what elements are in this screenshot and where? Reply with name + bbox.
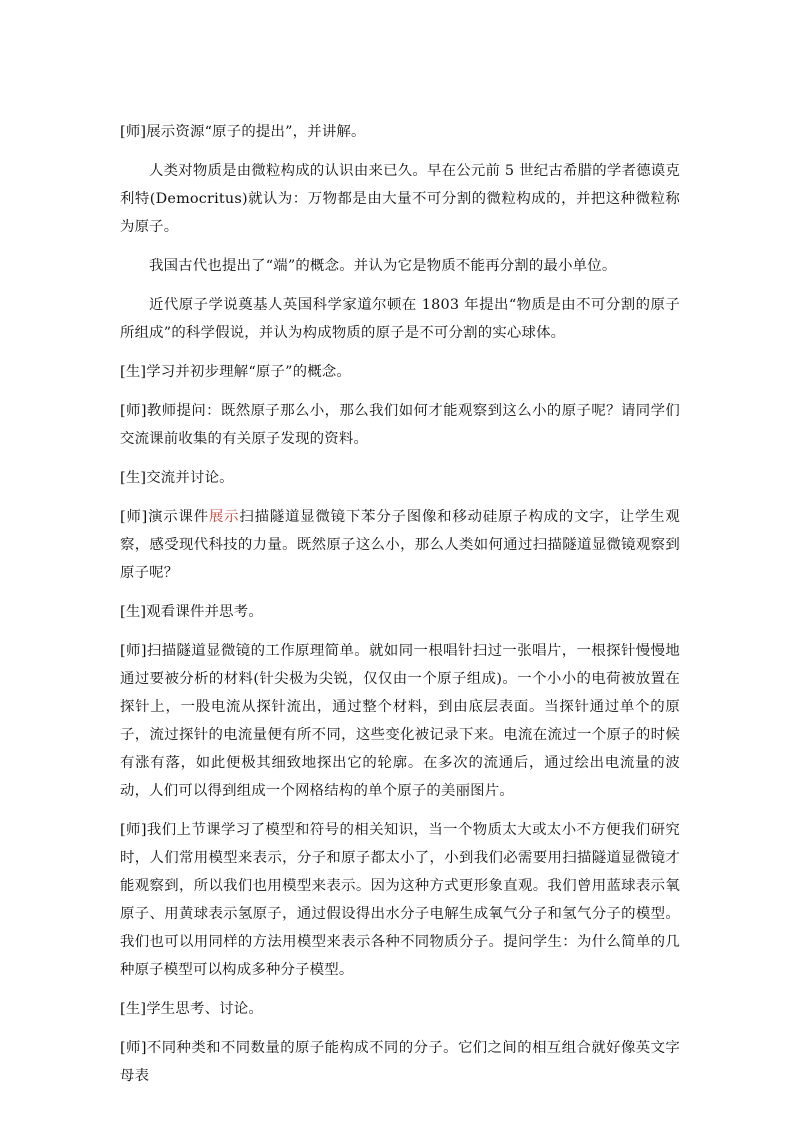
paragraph-student-watch: [生]观看课件并思考。 (120, 604, 263, 620)
paragraph-teacher-question: [师]教师提问：既然原子那么小，那么我们如何才能观察到这么小的原子呢？请同学们交流课前收集的有关原子发现的资料。 (120, 403, 680, 447)
paragraph-teacher-demo-pre: [师]演示课件 (120, 509, 209, 525)
highlighted-word: 展示 (208, 509, 240, 525)
paragraph-student-discuss: [生]交流并讨论。 (120, 470, 234, 486)
paragraph-resource-intro: [师]展示资源“原子的提出”，并讲解。 (120, 124, 366, 140)
paragraph-democritus: 人类对物质是由微粒构成的认识由来已久。早在公元前 5 世纪古希腊的学者德谟克利特(Democritus)就认为：万物都是由大量不可分割的微粒构成的，并把这种微粒称为原子。 (120, 163, 680, 235)
paragraph-teacher-demo (120, 503, 680, 587)
paragraph-dalton: 近代原子学说奠基人英国科学家道尔顿在 1803 年提出“物质是由不可分割的原子所组成”的科学假说，并认为构成物质的原子是不可分割的实心球体。 (120, 297, 680, 341)
paragraph-atom-combination: [师]不同种类和不同数量的原子能构成不同的分子。它们之间的相互组合就好像英文字母表 (120, 1040, 680, 1084)
paragraph-student-think: [生]学生思考、讨论。 (120, 1001, 263, 1017)
paragraph-student-learn: [生]学习并初步理解“原子”的概念。 (120, 364, 352, 380)
paragraph-duan-concept: 我国古代也提出了“端”的概念。并认为它是物质不能再分割的最小单位。 (149, 258, 617, 274)
paragraph-teacher-demo-post: 扫描隧道显微镜下苯分子图像和移动硅原子构成的文字，让学生观察，感受现代科技的力量。既然原子这么小，那么人类如何通过扫描隧道显微镜观察到原子呢？ (120, 509, 680, 581)
document-body (120, 118, 680, 1090)
paragraph-stm-principle: [师]扫描隧道显微镜的工作原理简单。就如同一根唱针扫过一张唱片，一根探针慢慢地通过要被分析的材料(针尖极为尖锐，仅仅由一个原子组成)。一个小小的电荷被放置在探针上，一股电流从探针流出，通过整个材料，到由底层表面。当探针通过单个的原子，流过探针的电流量便有所不同，这些变化被记录下来。电流在流过一个原子的时候有涨有落，如此便极其细致地探出它的轮廓。在多次的流通后，通过绘出电流量的波动，人们可以得到组成一个网格结构的单个原子的美丽图片。 (120, 643, 680, 799)
paragraph-model-explanation: [师]我们上节课学习了模型和符号的相关知识，当一个物质太大或太小不方便我们研究时，人们常用模型来表示，分子和原子都太小了，小到我们必需要用扫描隧道显微镜才能观察到，所以我们也用模型来表示。因为这种方式更形象直观。我们曾用蓝球表示氧原子、用黄球表示氢原子，通过假设得出水分子电解生成氧气分子和氢气分子的模型。我们也可以用同样的方法用模型来表示各种不同物质分子。提问学生：为什么简单的几种原子模型可以构成多种分子模型。 (120, 822, 680, 978)
